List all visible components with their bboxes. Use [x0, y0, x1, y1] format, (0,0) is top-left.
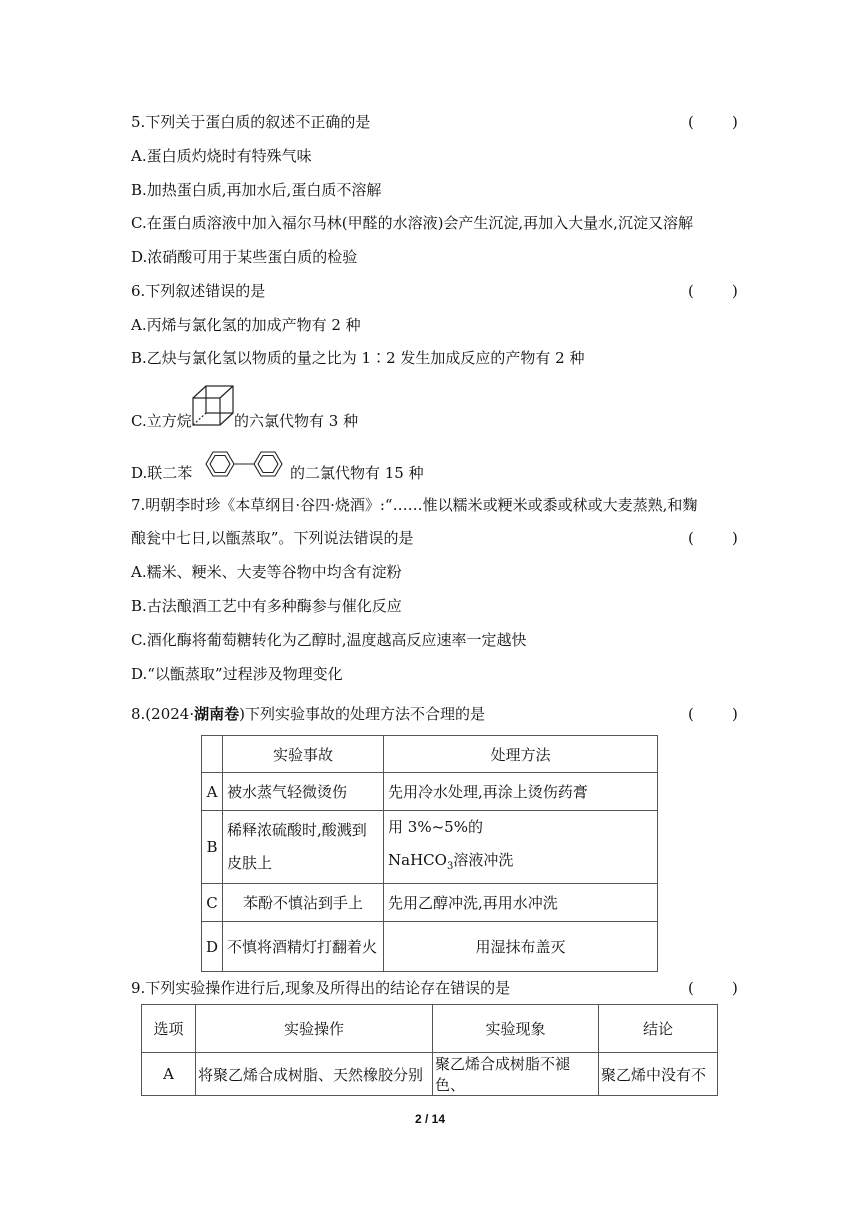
- q9-conclusion-cell: 聚乙烯中没有不: [599, 1053, 718, 1096]
- q5-option-b: B.加热蛋白质,再加水后,蛋白质不溶解: [131, 181, 382, 199]
- q8-accident-cell: 被水蒸气轻微烫伤: [223, 773, 384, 811]
- q6-option-c-suffix: 的六氯代物有 3 种: [234, 412, 359, 430]
- table-row: [202, 773, 658, 811]
- q8-accident-line2: 皮肤上: [227, 854, 273, 872]
- q9-header-phenomenon: 实验现象: [433, 1005, 599, 1053]
- q8-method-cell: [384, 811, 658, 884]
- q8-stem-prefix: 8.(2024·: [131, 705, 195, 723]
- q8-method-line1: 用 3%~5%的: [388, 818, 483, 836]
- table-row: [202, 922, 658, 972]
- q6-option-b: B.乙炔与氯化氢以物质的量之比为 1∶2 发生加成反应的产物有 2 种: [131, 349, 585, 367]
- q5-answer-paren: ( ): [688, 113, 738, 131]
- q7-answer-paren: ( ): [688, 529, 738, 547]
- q8-row-label: A: [202, 773, 223, 811]
- q6-answer-paren: ( ): [688, 282, 738, 300]
- q8-accident-line1: 稀释浓硫酸时,酸溅到: [227, 821, 367, 839]
- q8-header-method: 处理方法: [384, 736, 658, 773]
- q9-table: [141, 1004, 718, 1096]
- q6-stem: 6.下列叙述错误的是: [131, 282, 266, 300]
- q9-operation-cell: 将聚乙烯合成树脂、天然橡胶分别: [196, 1053, 433, 1096]
- page-number: 2 / 14: [414, 1112, 446, 1126]
- q9-header-option: 选项: [142, 1005, 196, 1053]
- q5-stem: 5.下列关于蛋白质的叙述不正确的是: [131, 113, 371, 131]
- q8-row-label: B: [202, 811, 223, 884]
- q8-accident-cell: 苯酚不慎沾到手上: [223, 884, 384, 922]
- q8-method-cell: 先用乙醇冲洗,再用水冲洗: [384, 884, 658, 922]
- q8-accident-cell: [223, 811, 384, 884]
- q6-option-a: A.丙烯与氯化氢的加成产物有 2 种: [131, 316, 361, 334]
- q8-stem: [131, 704, 485, 724]
- q8-formula-text: NaHCO: [388, 851, 447, 869]
- q5-option-c: C.在蛋白质溶液中加入福尔马林(甲醛的水溶液)会产生沉淀,再加入大量水,沉淀又溶解: [131, 214, 693, 232]
- table-row: [202, 811, 658, 884]
- q5-option-a: A.蛋白质灼烧时有特殊气味: [131, 147, 312, 165]
- q8-answer-paren: ( ): [688, 705, 738, 723]
- q8-method-line2: [388, 844, 653, 883]
- biphenyl-structure-image: [200, 443, 288, 485]
- cubane-structure-image: [191, 384, 235, 428]
- q8-accident-cell: 不慎将酒精灯打翻着火: [223, 922, 384, 972]
- q9-header-operation: 实验操作: [196, 1005, 433, 1053]
- q8-method-cell: 用湿抹布盖灭: [384, 922, 658, 972]
- q7-option-a: A.糯米、粳米、大麦等谷物中均含有淀粉: [131, 563, 402, 581]
- q7-stem-line2: 酿瓮中七日,以甑蒸取”。下列说法错误的是: [131, 529, 414, 547]
- q8-stem-suffix: )下列实验事故的处理方法不合理的是: [239, 705, 485, 723]
- q7-stem-line1: 7.明朝李时珍《本草纲目·谷四·烧酒》:“……惟以糯米或粳米或黍或秫或大麦蒸熟,和麴: [131, 496, 698, 514]
- q6-option-d-prefix: D.联二苯: [131, 464, 193, 482]
- q9-row-label: A: [142, 1053, 196, 1096]
- q7-option-c: C.酒化酶将葡萄糖转化为乙醇时,温度越高反应速率一定越快: [131, 631, 527, 649]
- q6-option-c-prefix: C.立方烷: [131, 412, 192, 430]
- q9-stem: 9.下列实验操作进行后,现象及所得出的结论存在错误的是: [131, 979, 511, 997]
- q8-source: 湖南卷: [194, 705, 240, 723]
- q9-phenomenon-cell: 聚乙烯合成树脂不褪色、: [433, 1053, 599, 1096]
- q8-method-cell: 先用冷水处理,再涂上烫伤药膏: [384, 773, 658, 811]
- q6-option-d-suffix: 的二氯代物有 15 种: [290, 464, 424, 482]
- q9-answer-paren: ( ): [688, 979, 738, 997]
- q9-header-conclusion: 结论: [599, 1005, 718, 1053]
- q8-header-accident: 实验事故: [223, 736, 384, 773]
- q8-row-label: C: [202, 884, 223, 922]
- q8-row-label: D: [202, 922, 223, 972]
- q8-method-line2-suffix: 溶液冲洗: [453, 851, 514, 869]
- q8-formula-subscript: 3: [446, 861, 454, 872]
- table-row: [202, 884, 658, 922]
- q8-table: [201, 735, 658, 972]
- q7-option-b: B.古法酿酒工艺中有多种酶参与催化反应: [131, 597, 402, 615]
- q5-option-d: D.浓硝酸可用于某些蛋白质的检验: [131, 248, 358, 266]
- table-row: [142, 1053, 718, 1096]
- q8-header-blank: [202, 736, 223, 773]
- q7-option-d: D.“以甑蒸取”过程涉及物理变化: [131, 665, 343, 683]
